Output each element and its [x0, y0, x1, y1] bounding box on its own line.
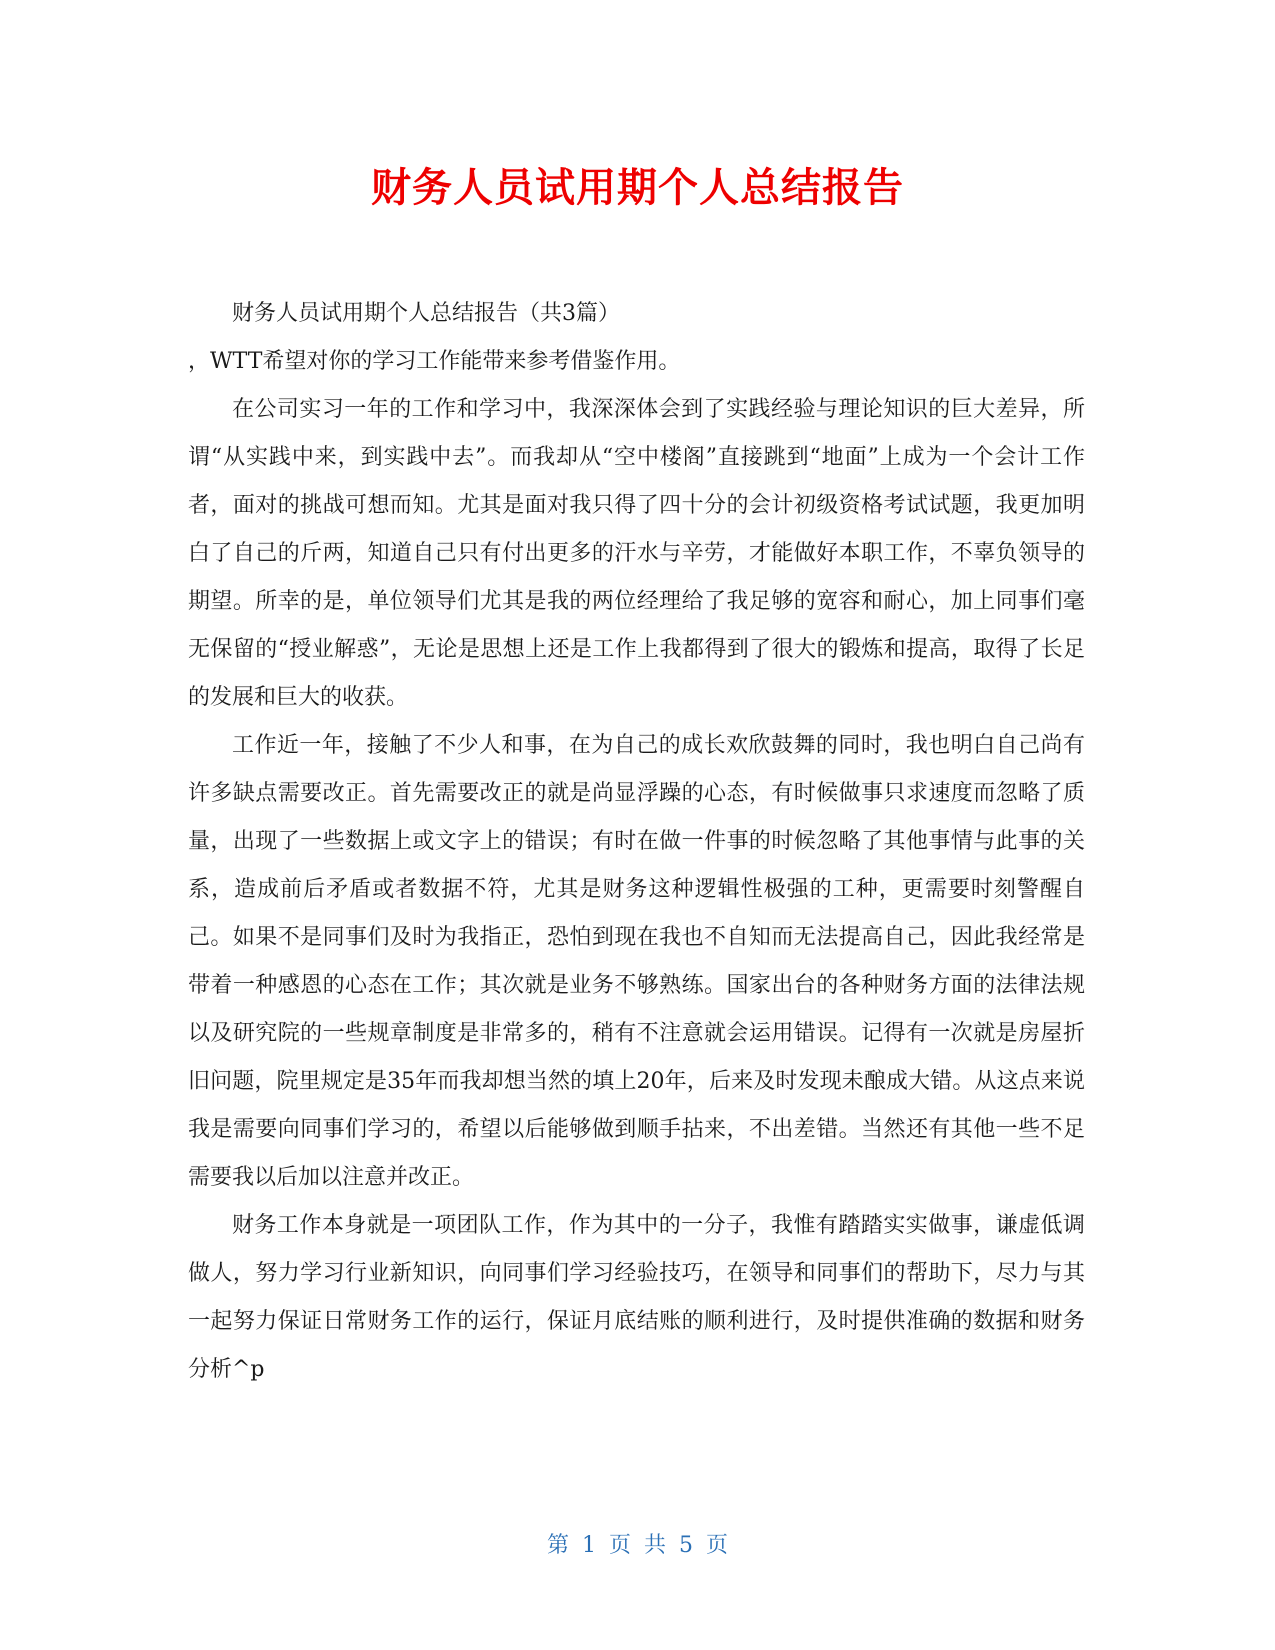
page-number: 第 1 页 共 5 页: [547, 1533, 728, 1558]
paragraph-1: 在公司实习一年的工作和学习中，我深深体会到了实践经验与理论知识的巨大差异，所谓“从实践中来，到实践中去”。而我却从“空中楼阁”直接跳到“地面”上成为一个会计工作者，面对的挑战可想而知。尤其是面对我只得了四十分的会计初级资格考试试题，我更加明白了自己的斤两，知道自己只有付出更多的汗水与辛劳，才能做好本职工作，不辜负领导的期望。所幸的是，单位领导们尤其是我的两位经理给了我足够的宽容和耐心，加上同事们毫无保留的“授业解惑”，无论是思想上还是工作上我都得到了很大的锻炼和提高，取得了长足的发展和巨大的收获。: [188, 397, 1085, 710]
document-body: [188, 290, 1085, 1394]
intro-line: ，WTT希望对你的学习工作能带来参考借鉴作用。: [188, 349, 681, 374]
paragraph-2: 工作近一年，接触了不少人和事，在为自己的成长欢欣鼓舞的同时，我也明白自己尚有许多缺点需要改正。首先需要改正的就是尚显浮躁的心态，有时候做事只求速度而忽略了质量，出现了一些数据上或文字上的错误；有时在做一件事的时候忽略了其他事情与此事的关系，造成前后矛盾或者数据不符，尤其是财务这种逻辑性极强的工种，更需要时刻警醒自己。如果不是同事们及时为我指正，恐怕到现在我也不自知而无法提高自己，因此我经常是带着一种感恩的心态在工作；其次就是业务不够熟练。国家出台的各种财务方面的法律法规以及研究院的一些规章制度是非常多的，稍有不注意就会运用错误。记得有一次就是房屋折旧问题，院里规定是35年而我却想当然的填上20年，后来及时发现未酿成大错。从这点来说我是需要向同事们学习的，希望以后能够做到顺手拈来，不出差错。当然还有其他一些不足需要我以后加以注意并改正。: [188, 733, 1085, 1190]
document-title: 财务人员试用期个人总结报告: [371, 165, 904, 211]
document-subtitle: 财务人员试用期个人总结报告（共3篇）: [232, 301, 620, 326]
paragraph-3: 财务工作本身就是一项团队工作，作为其中的一分子，我惟有踏踏实实做事，谦虚低调做人，努力学习行业新知识，向同事们学习经验技巧，在领导和同事们的帮助下，尽力与其一起努力保证日常财务工作的运行，保证月底结账的顺利进行，及时提供准确的数据和财务分析^p: [188, 1213, 1085, 1382]
